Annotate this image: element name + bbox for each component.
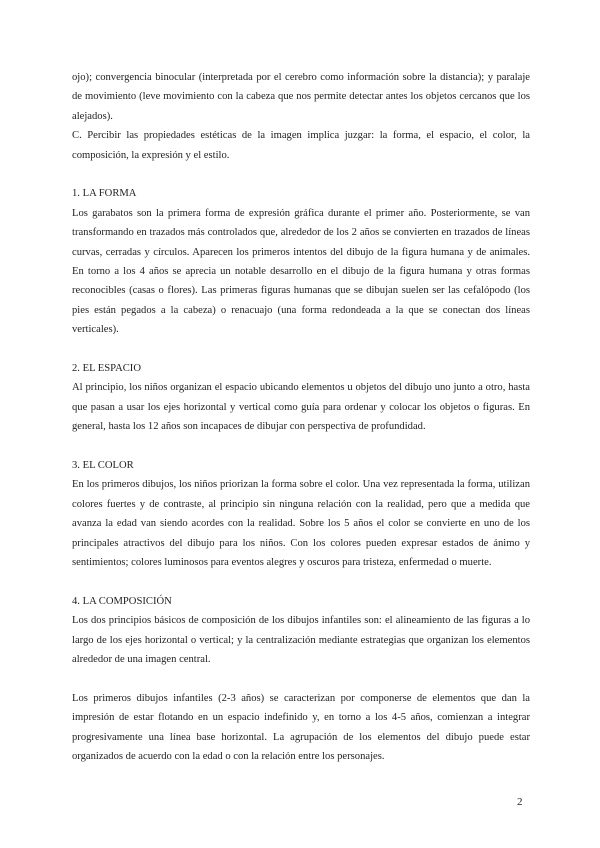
intro-item-c: C. Percibir las propiedades estéticas de la imagen implica juzgar: la forma, el espacio, el color, la composición, la expresión y el estilo. bbox=[72, 130, 530, 161]
section-heading: 2. EL ESPACIO bbox=[72, 363, 141, 375]
section-paragraph: En los primeros dibujos, los niños priorizan la forma sobre el color. Una vez representada la forma, utilizan colores fuertes y de contraste, al principio sin ninguna relación con la realidad, pero que a medida que avanza la edad van siendo acordes con la realidad. Sobre los 5 años el color se convierte en uno de los principales atractivos del dibujo para los niños. Con los colores pueden expresar estados de ánimo y sentimientos; colores luminosos para eventos alegres y oscuros para tristeza, enfermedad o muerte. bbox=[72, 479, 530, 569]
section-paragraph: Los primeros dibujos infantiles (2-3 años) se caracterizan por componerse de elementos que dan la impresión de estar flotando en un espacio indefinido y, en torno a los 4-5 años, comienzan a integrar progresivamente una línea base horizontal. La agrupación de los elementos del dibujo puede estar organizados de acuerdo con la edad o con la relación entre los personajes. bbox=[72, 692, 530, 763]
section-heading: 4. LA COMPOSICIÓN bbox=[72, 595, 172, 607]
spacer bbox=[72, 437, 530, 456]
section-composicion bbox=[72, 592, 530, 767]
section-paragraph: Los garabatos son la primera forma de expresión gráfica durante el primer año. Posteriormente, se van transformando en trazados más controlados que, alrededor de los 2 años se convierten en trazados de líneas curvas, cerradas y círculos. Aparecen los primeros intentos del dibujo de la figura humana y de animales. En torno a los 4 años se aprecia un notable desarrollo en el dibujo de la figura humana y otras formas reconocibles (casas o flores). Las primeras figuras humanas que se dibujan suelen ser las cefalópodo (los pies están pegados a la cabeza) o renacuajo (una forma redondeada a la que se conectan dos líneas verticales). bbox=[72, 207, 530, 336]
page-number: 2 bbox=[517, 796, 523, 808]
section-forma bbox=[72, 184, 530, 339]
section-color bbox=[72, 456, 530, 572]
section-paragraph: Los dos principios básicos de composición de los dibujos infantiles son: el alineamiento de las figuras a lo largo de los ejes horizontal o vertical; y la centralización mediante estrategias que organizan los elementos alrededor de una imagen central. bbox=[72, 615, 530, 666]
spacer bbox=[72, 573, 530, 592]
intro-continuation: ojo); convergencia binocular (interpretada por el cerebro como información sobre la distancia); y paralaje de movimiento (leve movimiento con la cabeza que nos permite detectar antes los objetos cercanos que los alejados). bbox=[72, 72, 530, 122]
document-body bbox=[72, 68, 530, 767]
section-espacio bbox=[72, 359, 530, 437]
section-heading: 1. LA FORMA bbox=[72, 188, 137, 200]
section-heading: 3. EL COLOR bbox=[72, 460, 134, 472]
spacer bbox=[72, 670, 530, 689]
section-paragraph: Al principio, los niños organizan el espacio ubicando elementos u objetos del dibujo uno junto a otro, hasta que pasan a usar los ejes horizontal y vertical como guía para ordenar y colocar los objetos o figuras. En general, hasta los 12 años son incapaces de dibujar con perspectiva de profundidad. bbox=[72, 382, 530, 433]
spacer bbox=[72, 165, 530, 184]
spacer bbox=[72, 340, 530, 359]
